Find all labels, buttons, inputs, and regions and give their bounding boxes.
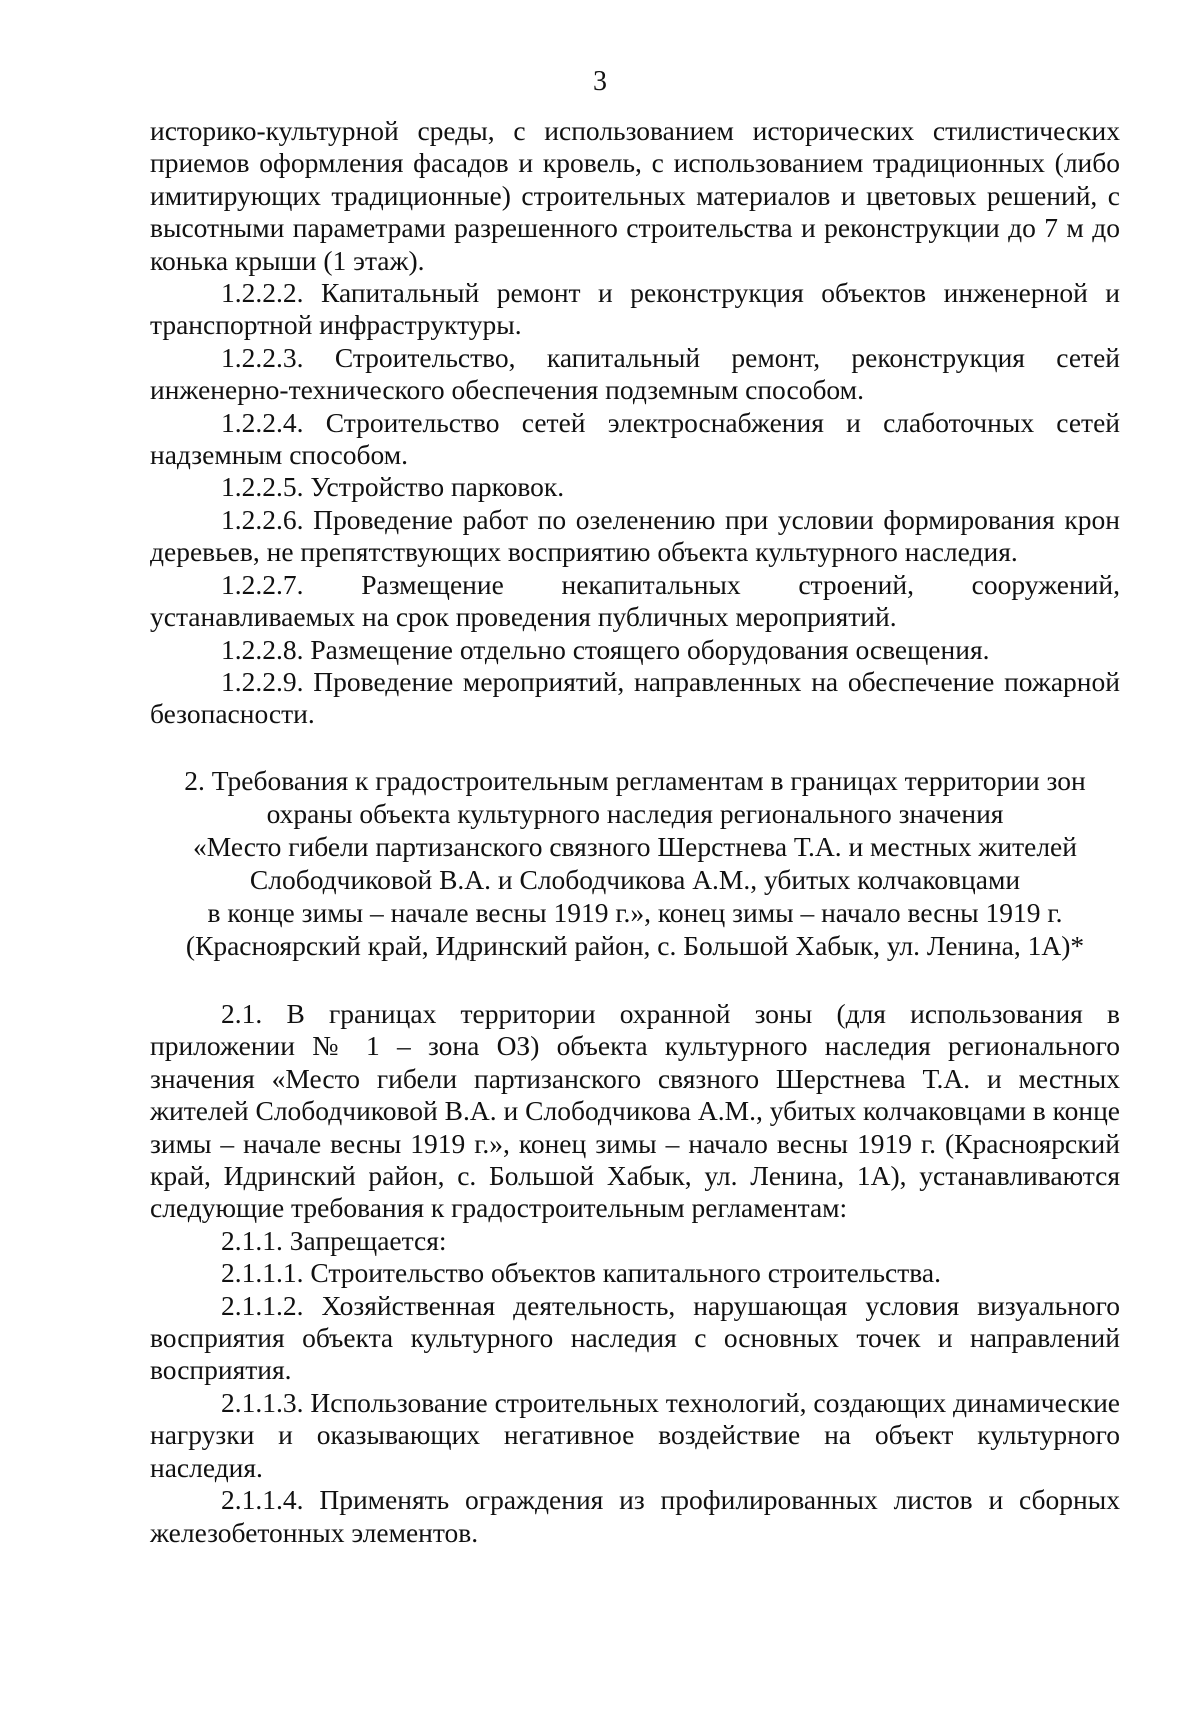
paragraph-1-2-2-8: 1.2.2.8. Размещение отдельно стоящего оборудования освещения. xyxy=(221,633,990,665)
heading-line: в конце зимы – начале весны 1919 г.», конец зимы – начало весны 1919 г. xyxy=(207,897,1063,928)
paragraph-2-1-1: 2.1.1. Запрещается: xyxy=(221,1224,447,1256)
heading-line: (Красноярский край, Идринский район, с. Большой Хабык, ул. Ленина, 1А)* xyxy=(185,930,1085,961)
paragraph-2-1-1-1: 2.1.1.1. Строительство объектов капитального строительства. xyxy=(221,1257,941,1289)
section-2-heading xyxy=(150,764,1120,962)
section-1-body xyxy=(150,115,1120,731)
paragraph-2-1-1-2: 2.1.1.2. Хозяйственная деятельность, нарушающая условия визуального восприятия объекта культурного наследия с основных точек и направлений восприятия. xyxy=(150,1289,1120,1386)
paragraph-1-2-2-3: 1.2.2.3. Строительство, капитальный ремонт, реконструкция сетей инженерно-технического обеспечения подземным способом. xyxy=(150,341,1120,406)
heading-line: «Место гибели партизанского связного Шерстнева Т.А. и местных жителей xyxy=(193,831,1077,862)
paragraph-2-1-1-3: 2.1.1.3. Использование строительных технологий, создающих динамические нагрузки и оказывающих негативное воздействие на объект культурного наследия. xyxy=(150,1386,1120,1483)
heading-line: Слободчиковой В.А. и Слободчикова А.М., убитых колчаковцами xyxy=(249,864,1021,895)
paragraph-2-1: 2.1. В границах территории охранной зоны (для использования в приложении № 1 – зона ОЗ) объекта культурного наследия регионального значения «Место гибели партизанского связного Шерстнева Т.А. и местных жителей Слободчиковой В.А. и Слободчикова А.М., убитых колчаковцами в конце зимы – начале весны 1919 г.», конец зимы – начало весны 1919 г. (Красноярский край, Идринский район, с. Большой Хабык, ул. Ленина, 1А), устанавливаются следующие требования к градостроительным регламентам: xyxy=(150,998,1120,1224)
section-2-body xyxy=(150,998,1120,1549)
paragraph-2-1-1-4: 2.1.1.4. Применять ограждения из профилированных листов и сборных железобетонных элементов. xyxy=(150,1484,1120,1548)
paragraph-1-2-2-7: 1.2.2.7. Размещение некапитальных строений, сооружений, устанавливаемых на срок проведения публичных мероприятий. xyxy=(150,568,1120,633)
page-number: 3 xyxy=(593,66,607,97)
paragraph-1-2-2-6: 1.2.2.6. Проведение работ по озеленению при условии формирования крон деревьев, не препятствующих восприятию объекта культурного наследия. xyxy=(150,503,1120,568)
paragraph-1-2-2-4: 1.2.2.4. Строительство сетей электроснабжения и слаботочных сетей надземным способом. xyxy=(150,406,1120,471)
paragraph-1-2-2-2: 1.2.2.2. Капитальный ремонт и реконструкция объектов инженерной и транспортной инфраструктуры. xyxy=(150,277,1120,341)
heading-line: охраны объекта культурного наследия регионального значения xyxy=(266,798,1004,829)
paragraph-1-2-2-5: 1.2.2.5. Устройство парковок. xyxy=(221,471,565,503)
paragraph-continuation: историко-культурной среды, с использованием исторических стилистических приемов оформления фасадов и кровель, с использованием традиционных (либо имитирующих традиционные) строительных материалов и цветовых решений, с высотными параметрами разрешенного строительства и реконструкции до 7 м до конька крыши (1 этаж). xyxy=(150,115,1120,276)
paragraph-1-2-2-9: 1.2.2.9. Проведение мероприятий, направленных на обеспечение пожарной безопасности. xyxy=(150,665,1120,730)
heading-line: 2. Требования к градостроительным регламентам в границах территории зон xyxy=(184,765,1086,796)
